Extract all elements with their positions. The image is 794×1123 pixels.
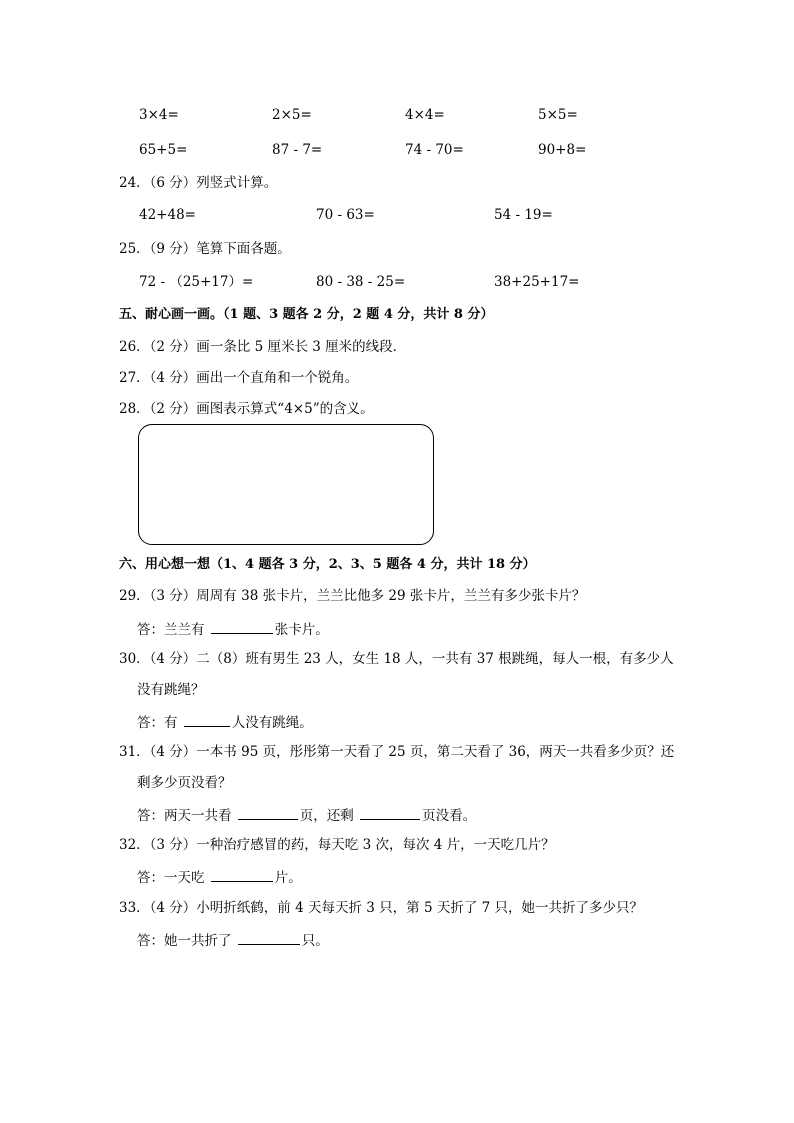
question-24: 24．（6 分）列竖式计算。 [119, 175, 278, 191]
calc-item: 42+48= [139, 207, 196, 223]
answer-blank[interactable] [238, 805, 298, 820]
answer-blank[interactable] [211, 867, 273, 882]
answer-blank[interactable] [211, 619, 273, 634]
answer-blank[interactable] [184, 712, 230, 727]
answer-33: 答：她一共折了 只。 [137, 930, 329, 950]
answer-blank[interactable] [238, 930, 300, 945]
question-32: 32．（3 分）一种治疗感冒的药，每天吃 3 次，每次 4 片，一天吃几片？ [119, 837, 555, 853]
calc-item: 90+8= [538, 142, 587, 158]
answer-29: 答：兰兰有 张卡片。 [137, 619, 329, 639]
calc-item: 65+5= [139, 142, 188, 158]
calc-item: 80 - 38 - 25= [316, 274, 406, 290]
section-heading-5: 五、耐心画一画。（1 题、3 题各 2 分，2 题 4 分，共计 8 分） [119, 307, 494, 322]
answer-32: 答：一天吃 片。 [137, 867, 302, 887]
answer-blank[interactable] [360, 805, 420, 820]
calc-item: 70 - 63= [316, 207, 375, 223]
calc-item: 38+25+17= [494, 274, 580, 290]
question-30-cont: 没有跳绳？ [137, 682, 205, 698]
calc-item: 54 - 19= [494, 207, 553, 223]
calc-item: 74 - 70= [405, 142, 464, 158]
answer-30: 答：有 人没有跳绳。 [137, 712, 313, 732]
question-31: 31．（4 分）一本书 95 页，彤彤第一天看了 25 页，第二天看了 36，两天一共看多少页？还 [119, 744, 675, 760]
calc-item: 72 - （25+17）= [139, 274, 254, 290]
section-heading-6: 六、用心想一想（1、4 题各 3 分，2、3、5 题各 4 分，共计 18 分） [119, 557, 536, 572]
calc-item: 2×5= [272, 107, 312, 123]
calc-item: 87 - 7= [272, 142, 323, 158]
question-33: 33．（4 分）小明折纸鹤，前 4 天每天折 3 只，第 5 天折了 7 只，她一共折了多少只？ [119, 900, 643, 916]
question-26: 26．（2 分）画一条比 5 厘米长 3 厘米的线段． [119, 339, 407, 355]
question-30: 30．（4 分）二（8）班有男生 23 人，女生 18 人，一共有 37 根跳绳，每人一根，有多少人 [119, 651, 674, 667]
answer-31: 答：两天一共看 页，还剩 页没看。 [137, 805, 476, 825]
drawing-box[interactable] [138, 424, 434, 545]
question-29: 29．（3 分）周周有 38 张卡片，兰兰比他多 29 张卡片，兰兰有多少张卡片？ [119, 588, 586, 604]
question-27: 27．（4 分）画出一个直角和一个锐角。 [119, 370, 359, 386]
calc-item: 5×5= [538, 107, 578, 123]
question-31-cont: 剩多少页没看？ [137, 775, 232, 791]
question-28: 28．（2 分）画图表示算式“4×5”的含义。 [119, 401, 374, 417]
calc-item: 3×4= [139, 107, 179, 123]
question-25: 25．（9 分）笔算下面各题。 [119, 241, 291, 257]
calc-item: 4×4= [405, 107, 445, 123]
